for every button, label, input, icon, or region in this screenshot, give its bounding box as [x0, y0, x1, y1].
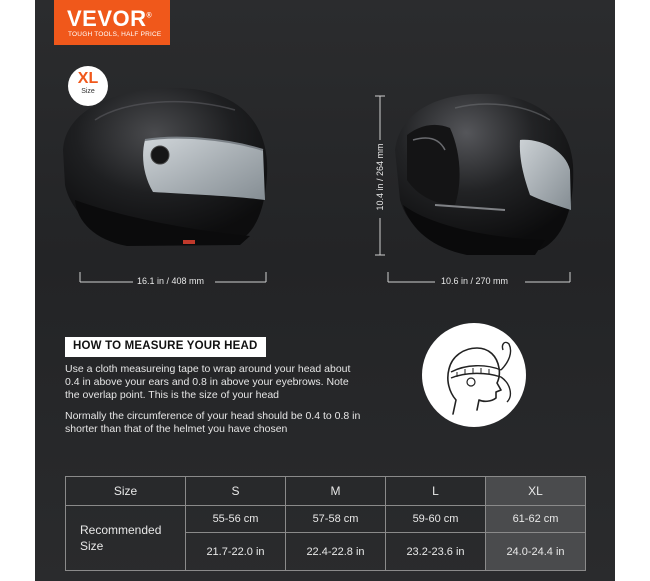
size-header-label: Size: [66, 477, 186, 506]
size-chart-table: [65, 476, 586, 571]
cm-m: 57-58 cm: [286, 506, 386, 533]
inch-m: 22.4-22.8 in: [286, 533, 386, 571]
logo-tagline: TOUGH TOOLS, HALF PRICE: [68, 31, 162, 38]
badge-label: Size: [81, 88, 95, 95]
size-cm-row: [66, 506, 586, 533]
size-xl: XL: [486, 477, 586, 506]
head-measure-icon: [421, 322, 527, 428]
instruction-line: the overlap point. This is the size of your head: [65, 389, 280, 401]
row-label-line: Size: [80, 539, 104, 553]
instruction-line: Use a cloth measureing tape to wrap around your head about: [65, 363, 351, 375]
note-line: Normally the circumference of your head should be 0.4 to 0.8 in: [65, 410, 361, 422]
size-header-row: [66, 477, 586, 506]
helmet-illustrations: [35, 0, 615, 320]
row-label-line: Recommended: [80, 523, 162, 537]
dimension-height-label: 10.4 in / 264 mm: [375, 143, 385, 211]
inch-xl: 24.0-24.4 in: [486, 533, 586, 571]
dimension-length-label: 16.1 in / 408 mm: [137, 276, 205, 286]
cm-xl: 61-62 cm: [486, 506, 586, 533]
recommended-size-label: [66, 506, 186, 571]
inch-s: 21.7-22.0 in: [186, 533, 286, 571]
measure-note: [65, 410, 385, 436]
instruction-line: 0.4 in above your ears and 0.8 in above your eyebrows. Note: [65, 376, 349, 388]
measure-instructions: [65, 363, 385, 402]
cm-s: 55-56 cm: [186, 506, 286, 533]
helmet-side-view: [63, 88, 267, 246]
note-line: shorter than that of the helmet you have chosen: [65, 423, 288, 435]
dimension-width-label: 10.6 in / 270 mm: [441, 276, 509, 286]
size-l: L: [386, 477, 486, 506]
badge-size: XL: [77, 70, 99, 87]
product-image-panel: [35, 0, 615, 581]
size-s: S: [186, 477, 286, 506]
cm-l: 59-60 cm: [386, 506, 486, 533]
logo-name: VEVOR®: [67, 6, 153, 31]
size-m: M: [286, 477, 386, 506]
inch-l: 23.2-23.6 in: [386, 533, 486, 571]
measure-heading: HOW TO MEASURE YOUR HEAD: [65, 337, 266, 357]
helmet-front-view: [395, 94, 573, 255]
